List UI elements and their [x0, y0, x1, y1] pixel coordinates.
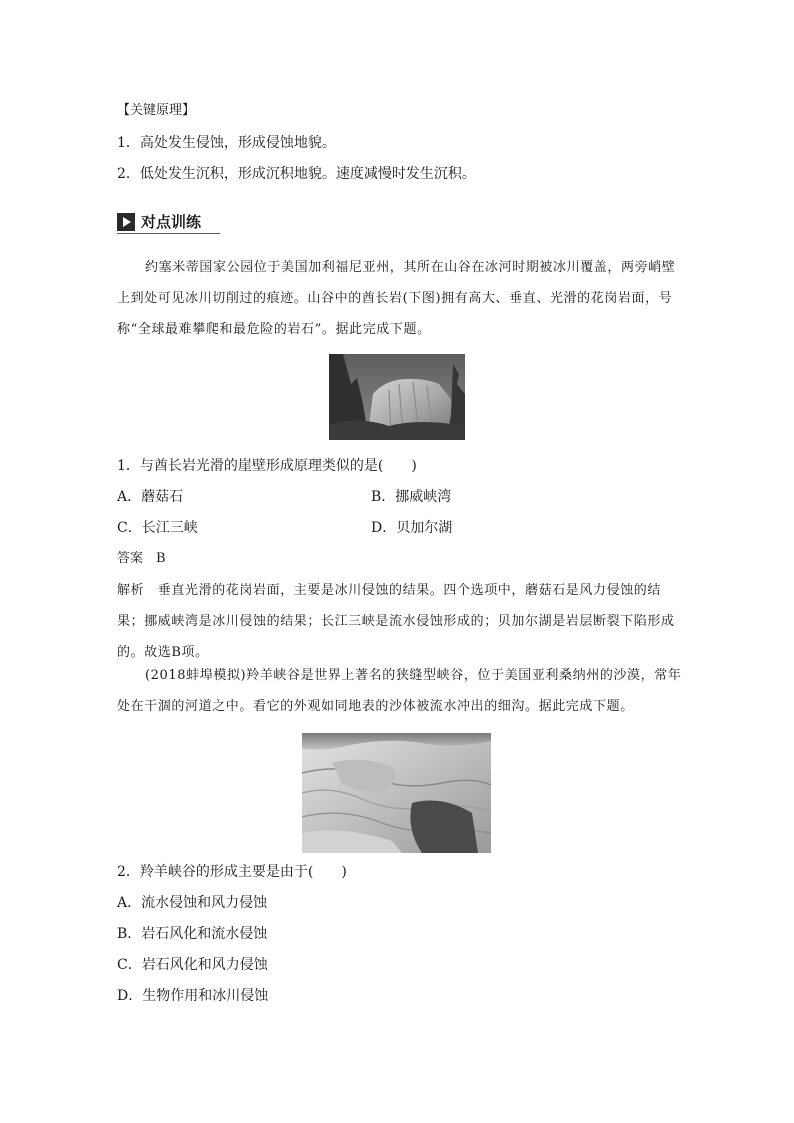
- section-title: 对点训练: [141, 213, 202, 231]
- intro-paragraph-1: 约塞米蒂国家公园位于美国加利福尼亚州，其所在山谷在冰河时期被冰川覆盖，两旁峭壁上到处可见冰川切削过的痕迹。山谷中的酋长岩(下图)拥有高大、垂直、光滑的花岗岩面，号称“全球最难攀爬和最危险的岩石”。据此完成下题。: [117, 260, 676, 337]
- question-1-option-b: B．挪威峡湾: [371, 489, 452, 505]
- question-1-stem: 1．与酋长岩光滑的崖壁形成原理类似的是( ): [117, 458, 417, 474]
- section-underline: [117, 233, 220, 234]
- el-capitan-photo: [329, 354, 465, 440]
- antelope-canyon-photo: [302, 733, 491, 853]
- question-1-option-a: A．蘑菇石: [117, 489, 184, 505]
- question-1-option-c: C．长江三峡: [117, 520, 198, 536]
- key-principle-item-1: 1．高处发生侵蚀，形成侵蚀地貌。: [117, 135, 336, 151]
- question-2-option-c: C．岩石风化和风力侵蚀: [117, 957, 268, 973]
- question-2-option-d: D．生物作用和冰川侵蚀: [117, 988, 269, 1004]
- key-principle-title: 【关键原理】: [117, 103, 196, 118]
- answer-line: 答案 B: [117, 551, 166, 566]
- key-principle-item-2: 2．低处发生沉积，形成沉积地貌。速度减慢时发生沉积。: [117, 166, 476, 182]
- question-1-option-d: D．贝加尔湖: [371, 520, 453, 536]
- play-triangle-icon: [117, 213, 135, 231]
- intro-paragraph-2: (2018蚌埠模拟)羚羊峡谷是世界上著名的狭缝型峡谷，位于美国亚利桑纳州的沙漠，常年处在干涸的河道之中。看它的外观如同地表的沙体被流水冲出的细沟。据此完成下题。: [117, 668, 682, 714]
- question-2-stem: 2．羚羊峡谷的形成主要是由于( ): [117, 864, 347, 880]
- question-2-option-a: A．流水侵蚀和风力侵蚀: [117, 895, 268, 911]
- question-2-option-b: B．岩石风化和流水侵蚀: [117, 926, 268, 942]
- analysis-paragraph: 解析 垂直光滑的花岗岩面，主要是冰川侵蚀的结果。四个选项中，蘑菇石是风力侵蚀的结果；挪威峡湾是冰川侵蚀的结果；长江三峡是流水侵蚀形成的；贝加尔湖是岩层断裂下陷形成的。故选B项。: [117, 583, 675, 660]
